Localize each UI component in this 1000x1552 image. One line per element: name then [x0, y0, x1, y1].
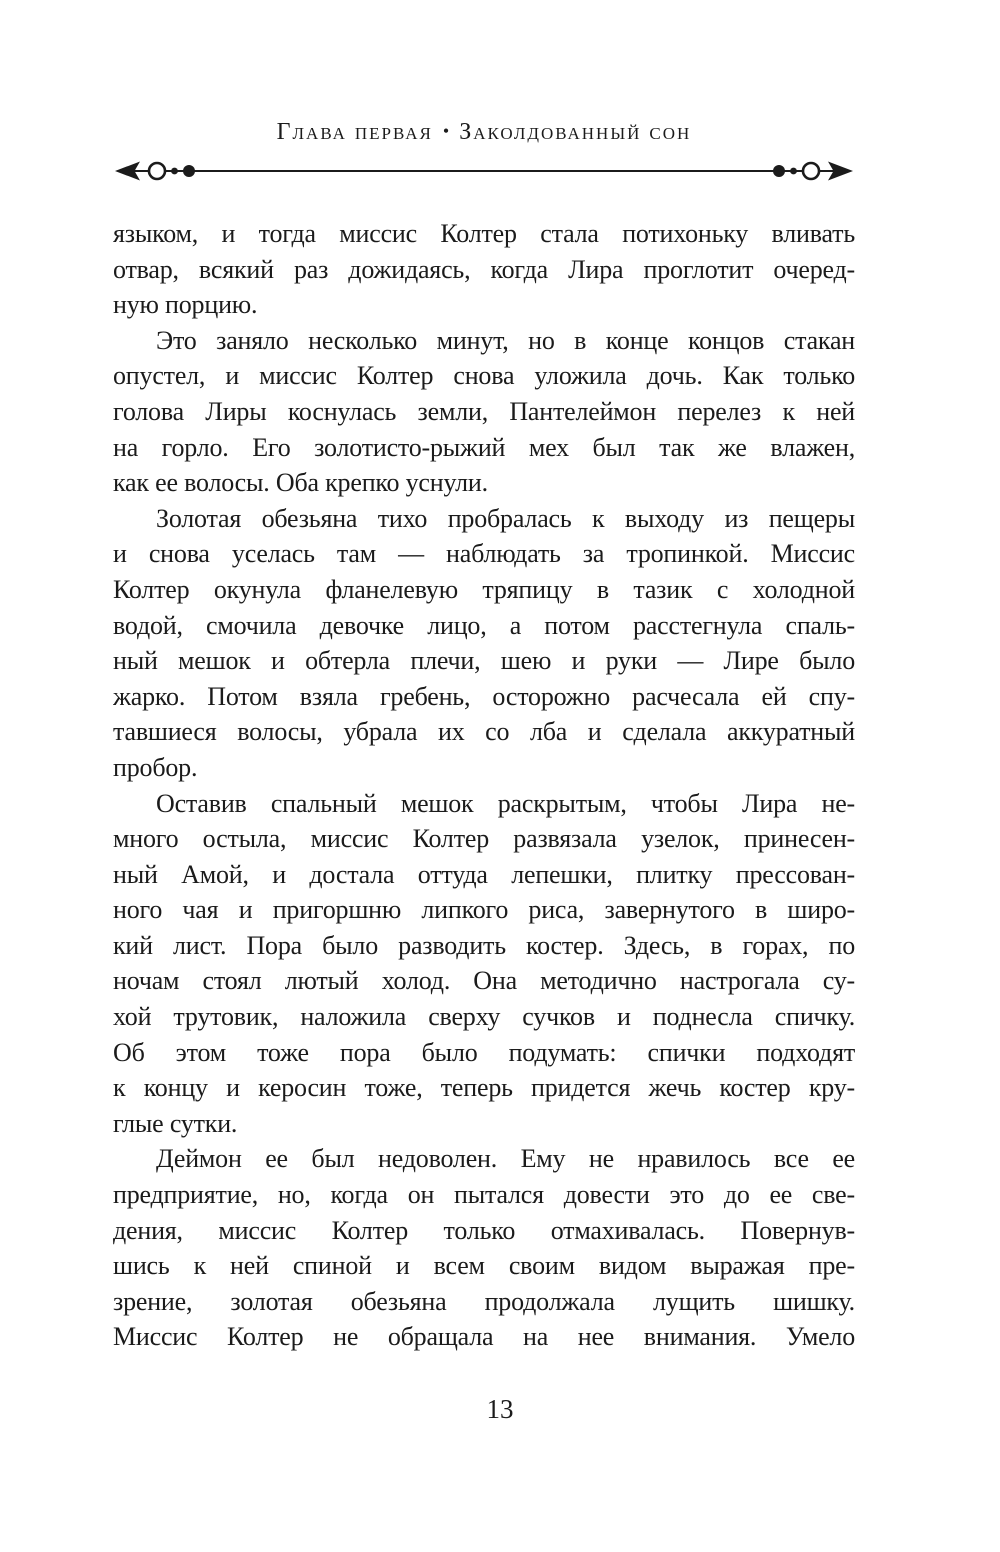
header-separator-dot: •: [442, 121, 450, 141]
chapter-label: Глава первая: [276, 119, 433, 145]
chapter-title: Заколдованный сон: [459, 119, 692, 145]
text-line: на горло. Его золотисто-рыжий мех был так же влажен,: [113, 432, 855, 462]
text-line: шись к ней спиной и всем своим видом выражая пре-: [113, 1251, 855, 1281]
text-line: Это заняло несколько минут, но в конце концов стакан: [156, 325, 855, 355]
text-line: Колтер окунула фланелевую тряпицу в тазик с холодной: [113, 574, 855, 604]
left-small-dot-icon: [171, 168, 178, 175]
paragraph: [113, 216, 855, 323]
text-line: глые сутки.: [113, 1108, 238, 1138]
right-small-dot-icon: [790, 168, 797, 175]
right-open-circle-icon: [803, 163, 819, 179]
page-number: 13: [486, 1394, 514, 1424]
ornamental-divider: [113, 157, 855, 185]
text-line: тавшиеся волосы, убрала их со лба и сделала аккуратный: [113, 717, 855, 747]
paragraph: [113, 1141, 855, 1355]
text-line: ный мешок и обтерла плечи, шею и руки — Лире было: [113, 646, 855, 676]
text-line: зрение, золотая обезьяна продолжала лущить шишку.: [113, 1286, 855, 1316]
text-line: Деймон ее был недоволен. Ему не нравилось все ее: [156, 1144, 855, 1174]
text-line: языком, и тогда миссис Колтер стала потихоньку вливать: [113, 219, 855, 248]
running-header: [113, 119, 855, 146]
text-line: водой, смочила девочке лицо, а потом расстегнула спаль-: [113, 610, 855, 640]
text-line: кий лист. Пора было разводить костер. Здесь, в горах, по: [113, 930, 855, 960]
text-line: ночам стоял лютый холод. Она методично настрогала су-: [113, 966, 855, 996]
text-line: Об этом тоже пора было подумать: спички подходят: [113, 1037, 855, 1067]
left-large-dot-icon: [183, 165, 195, 177]
text-line: дения, миссис Колтер только отмахивалась. Повернув-: [113, 1215, 855, 1245]
text-line: опустел, и миссис Колтер снова уложила дочь. Как только: [113, 361, 855, 391]
text-line: жарко. Потом взяла гребень, осторожно расчесала ей спу-: [113, 681, 855, 711]
text-line: пробор.: [113, 752, 198, 782]
text-line: много остыла, миссис Колтер развязала узелок, принесен-: [113, 824, 855, 854]
text-line: голова Лиры коснулась земли, Пантелеймон перелез к ней: [113, 396, 855, 426]
paragraph: [113, 323, 855, 501]
text-line: и снова уселась там — наблюдать за тропинкой. Миссис: [113, 539, 855, 569]
text-line: отвар, всякий раз дожидаясь, когда Лира проглотит очеред-: [113, 254, 855, 284]
text-line: хой трутовик, наложила сверху сучков и поднесла спичку.: [113, 1002, 855, 1032]
text-line: ного чая и пригоршню липкого риса, завернутого в широ-: [113, 895, 855, 925]
text-line: ный Амой, и достала оттуда лепешки, плитку прессован-: [113, 859, 855, 889]
text-line: предприятие, но, когда он пытался довести это до ее све-: [113, 1180, 855, 1210]
paragraph: [113, 501, 855, 786]
text-line: Миссис Колтер не обращала на нее внимания. Умело: [113, 1322, 855, 1352]
right-large-dot-icon: [773, 165, 785, 177]
left-open-circle-icon: [149, 163, 165, 179]
body-text: [113, 216, 855, 1355]
paragraph: [113, 786, 855, 1142]
text-line: как ее волосы. Оба крепко уснули.: [113, 468, 488, 498]
text-line: Золотая обезьяна тихо пробралась к выходу из пещеры: [156, 503, 855, 533]
text-line: Оставив спальный мешок раскрытым, чтобы Лира не-: [156, 788, 855, 818]
text-line: ную порцию.: [113, 290, 258, 320]
text-line: к концу и керосин тоже, теперь придется жечь костер кру-: [113, 1073, 855, 1103]
